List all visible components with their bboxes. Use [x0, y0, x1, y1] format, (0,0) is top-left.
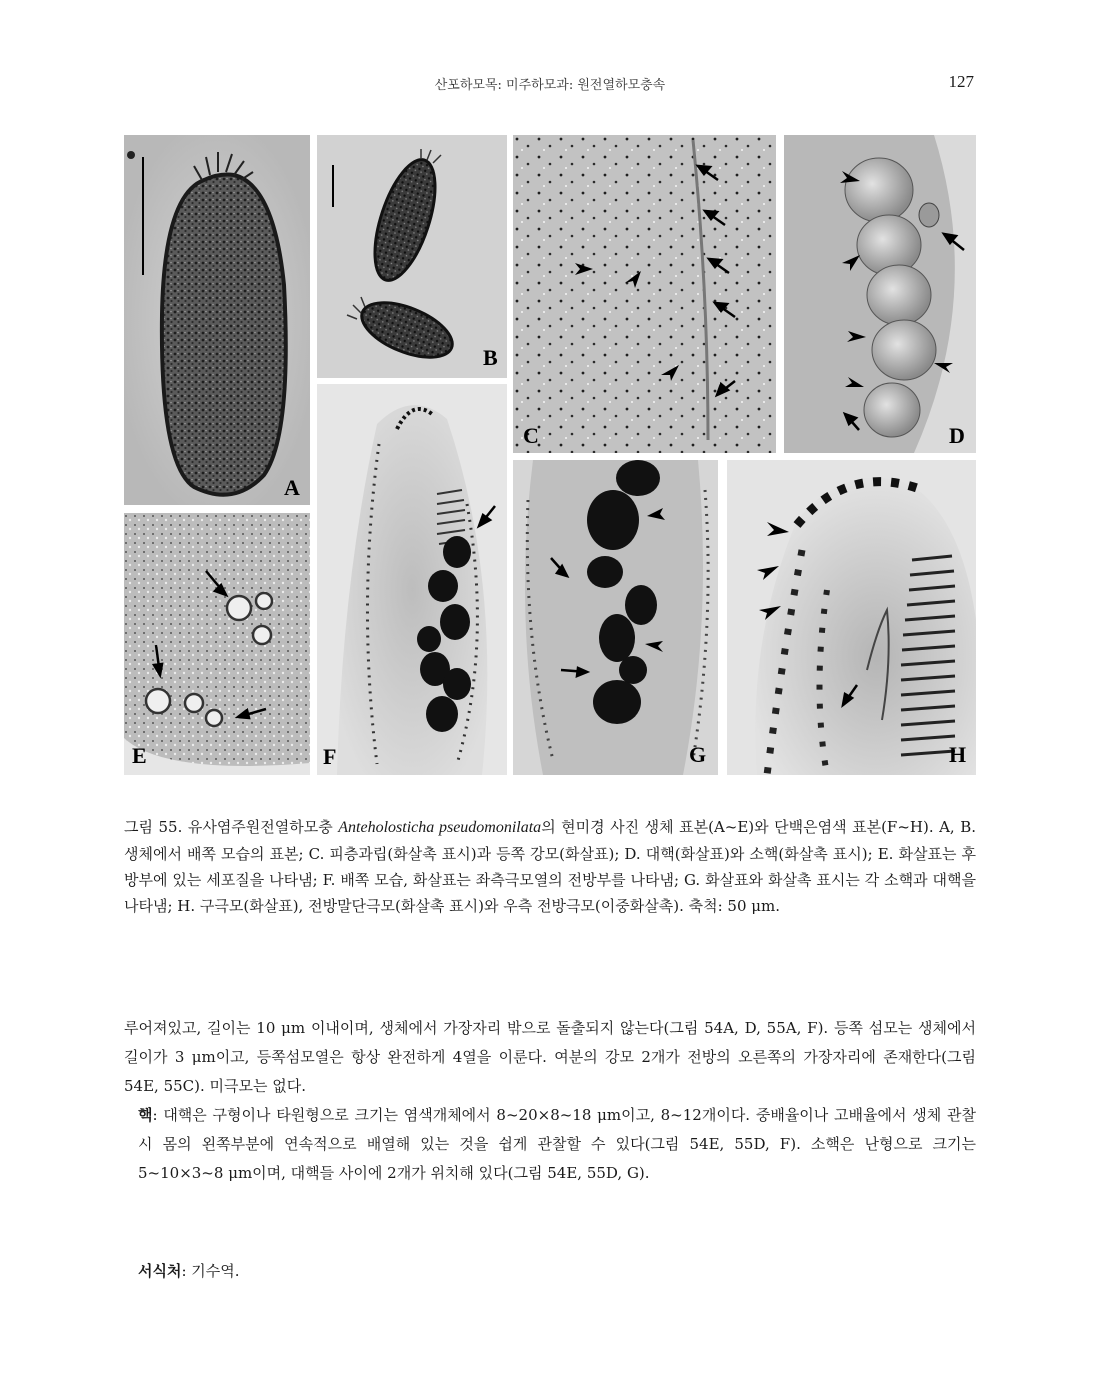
paragraph-1: 루어져있고, 길이는 10 μm 이내이며, 생체에서 가장자리 밖으로 돌출되지 않는다(그림 54A, D, 55A, F). 등쪽 섬모는 생체에서 길이가 3 μm이고, 등쪽섬모열은 항상 완전하게 4열을 이룬다. 여분의 강모 2개가 전방의 오른쪽의 가장자리에 존재한다(그림 54E, 55C). 미극모는 없다. [124, 1019, 976, 1095]
paragraph-nucleus [124, 1101, 976, 1188]
habitat-line [138, 1260, 240, 1281]
figure-panel-b [317, 135, 507, 378]
species-name: Anteholosticha pseudomonilata [338, 819, 542, 836]
habitat-term: 서식처 [138, 1262, 182, 1280]
page-number: 127 [948, 72, 974, 91]
panel-label-a: A [284, 475, 300, 500]
figure-panel-f [317, 384, 507, 775]
caption-text: 의 현미경 사진 생체 표본(A~E)와 단백은염색 표본(F~H). A, B. 생체에서 배쪽 모습의 표본; C. 피층과립(화살촉 표시)과 등쪽 강모(화살표); D. 대핵(화살표)와 소핵(화살촉 표시); E. 화살표는 후방부에 있는 세포질을 나타냄; F. 배쪽 모습, 화살표는 좌측극모열의 전방부를 나타냄; G. 화살표와 화살촉 표시는 각 소핵과 대핵을 나타냄; H. 구극모(화살표), 전방말단극모(화살촉 표시)와 우측 전방극모(이중화살촉). 축척: 50 μm. [124, 818, 976, 915]
figure-caption [124, 814, 976, 919]
figure-panel-e [124, 513, 310, 775]
panel-label-g: G [689, 742, 707, 767]
caption-prefix: 그림 55. 유사염주원전열하모충 [124, 818, 339, 836]
micrograph-b [317, 135, 507, 378]
micrograph-a [124, 135, 310, 505]
panel-label-h: H [949, 742, 967, 767]
nucleus-term: 핵 [138, 1106, 153, 1124]
figure-panel-a [124, 135, 310, 505]
micrograph-e [124, 513, 310, 775]
panel-label-d: D [949, 423, 965, 448]
panel-label-c: C [523, 423, 539, 448]
panel-label-e: E [132, 743, 147, 768]
panel-label-f: F [323, 744, 337, 769]
figure-panel-g [513, 460, 718, 775]
micrograph-f [317, 384, 507, 775]
habitat-text: : 기수역. [181, 1262, 240, 1280]
nucleus-text: : 대핵은 구형이나 타원형으로 크기는 염색개체에서 8~20×8~18 μm이고, 8~12개이다. 중배율이나 고배율에서 생체 관찰시 몸의 왼쪽부분에 연속적으로 배열해 있는 것을 쉽게 관찰할 수 있다(그림 54E, 55D, F). 소핵은 난형으로 크기는 5~10×3~8 μm이며, 대핵들 사이에 2개가 위치해 있다(그림 54E, 55D, G). [138, 1106, 976, 1182]
running-head: 산포하모목: 미주하모과: 원전열하모충속 [434, 78, 666, 93]
panel-label-b: B [483, 345, 498, 370]
micrograph-h [727, 460, 976, 775]
micrograph-c [513, 135, 776, 453]
figure-panel-h [727, 460, 976, 775]
micrograph-g [513, 460, 718, 775]
micrograph-d [784, 135, 976, 453]
figure-panel-d [784, 135, 976, 453]
figure-panel-c [513, 135, 776, 453]
body-text [124, 1014, 976, 1188]
